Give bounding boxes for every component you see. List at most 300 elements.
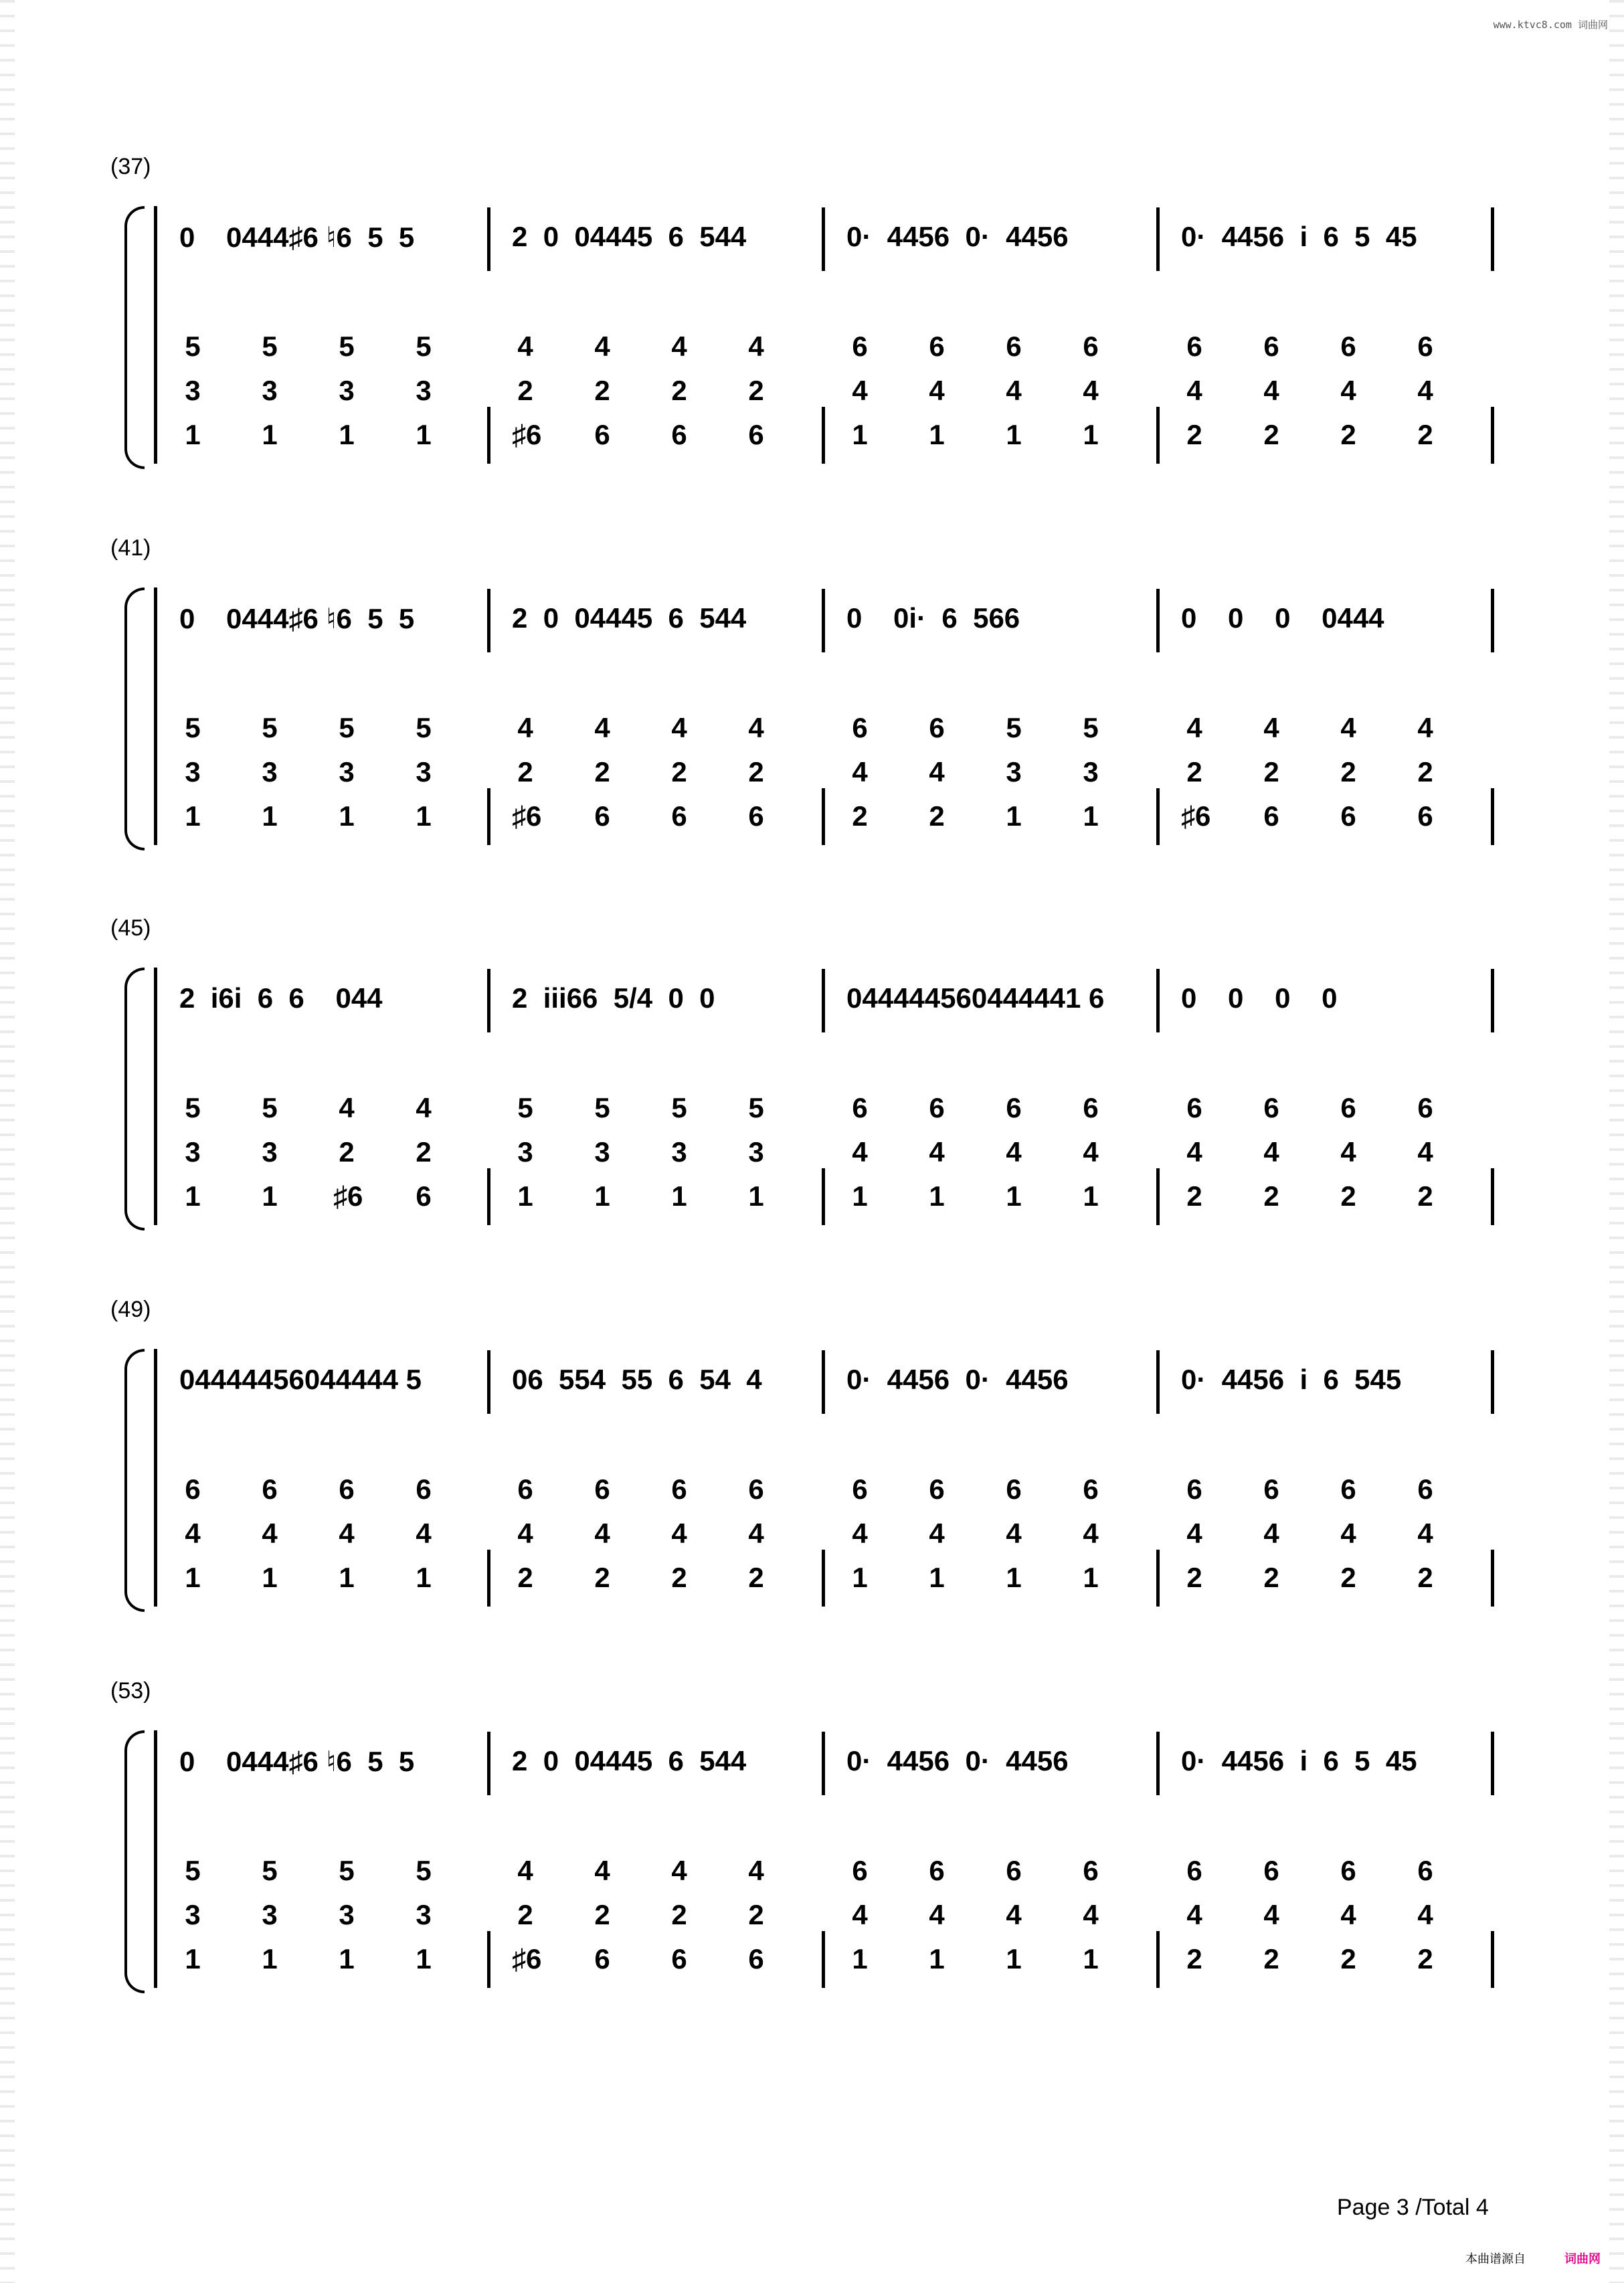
system-number: (53)	[110, 1678, 151, 1704]
chord-note: 6	[1083, 1473, 1099, 1505]
chord-note: 6	[416, 1473, 432, 1505]
chord-note: 4	[1186, 1136, 1202, 1168]
barline	[1491, 207, 1494, 271]
chord-note: 4	[517, 331, 533, 362]
chord-note: 2	[1186, 756, 1202, 788]
chord-note: 2	[594, 375, 610, 406]
chord-note: 6	[1083, 331, 1099, 362]
chord-note: 6	[1340, 1092, 1356, 1123]
chord-note: 1	[1006, 800, 1022, 832]
system-number: (49)	[110, 1297, 151, 1322]
chord-note: ♯6	[512, 419, 542, 450]
chord-note: 3	[416, 1899, 432, 1930]
chord-note: 4	[1263, 712, 1279, 743]
score-system	[0, 915, 1624, 1277]
chord-note: 4	[1417, 1518, 1433, 1549]
chord-note: 3	[262, 1136, 278, 1168]
chord-note: 2	[517, 1899, 533, 1930]
chord-note: 2	[594, 1562, 610, 1593]
chord-note: 6	[1006, 1092, 1022, 1123]
chord-note: 3	[1006, 756, 1022, 788]
system-number: (41)	[110, 535, 151, 561]
chord-note: 6	[1006, 331, 1022, 362]
chord-note: ♯6	[333, 1180, 363, 1212]
barline	[822, 1550, 825, 1607]
score-system	[0, 1297, 1624, 1658]
chord-note: 6	[671, 419, 687, 450]
barline	[1156, 1168, 1160, 1225]
barline	[487, 1550, 490, 1607]
chord-note: 2	[1340, 1943, 1356, 1975]
chord-note: 4	[1186, 1899, 1202, 1930]
barline	[1156, 207, 1160, 271]
barline	[154, 1730, 157, 1988]
chord-note: 6	[185, 1473, 201, 1505]
barline	[822, 589, 825, 652]
score-system	[0, 1678, 1624, 2039]
chord-note: 2	[1186, 1180, 1202, 1212]
chord-note: 1	[929, 1943, 945, 1975]
chord-note: 4	[1340, 1899, 1356, 1930]
barline	[1491, 1732, 1494, 1795]
chord-note: 6	[1083, 1855, 1099, 1886]
chord-note: 5	[339, 331, 355, 362]
chord-note: 2	[671, 375, 687, 406]
chord-note: 4	[416, 1092, 432, 1123]
barline	[154, 1349, 157, 1607]
chord-note: 4	[1263, 375, 1279, 406]
chord-note: 6	[1186, 331, 1202, 362]
chord-note: 4	[671, 712, 687, 743]
chord-note: 5	[262, 331, 278, 362]
chord-note: 1	[262, 1562, 278, 1593]
staff-brace	[124, 587, 145, 850]
barline	[487, 788, 490, 845]
barline	[1156, 788, 1160, 845]
chord-note: 6	[594, 1473, 610, 1505]
chord-note: 4	[929, 756, 945, 788]
chord-note: 2	[1340, 1562, 1356, 1593]
chord-note: 1	[594, 1180, 610, 1212]
chord-note: 3	[185, 1899, 201, 1930]
chord-note: 6	[748, 419, 764, 450]
chord-note: 4	[748, 1855, 764, 1886]
staff-brace	[124, 968, 145, 1230]
chord-note: 4	[262, 1518, 278, 1549]
chord-note: 4	[1263, 1899, 1279, 1930]
chord-note: 2	[1417, 756, 1433, 788]
chord-note: 5	[262, 712, 278, 743]
footer-source-text: 本曲谱源自	[1465, 2252, 1526, 2266]
chord-note: 5	[339, 1855, 355, 1886]
chord-note: 6	[929, 331, 945, 362]
chord-note: 4	[929, 375, 945, 406]
chord-note: 4	[671, 331, 687, 362]
chord-note: 4	[517, 1518, 533, 1549]
chord-note: ♯6	[512, 800, 542, 832]
chord-note: 4	[1186, 1518, 1202, 1549]
barline	[487, 1931, 490, 1988]
barline	[1491, 407, 1494, 464]
barline	[154, 587, 157, 845]
chord-note: 4	[748, 331, 764, 362]
chord-note: 6	[852, 1855, 868, 1886]
chord-note: 1	[416, 1562, 432, 1593]
chord-note: 1	[339, 1562, 355, 1593]
chord-note: 4	[1340, 375, 1356, 406]
barline	[1491, 1168, 1494, 1225]
chord-note: 2	[1417, 419, 1433, 450]
barline	[1491, 969, 1494, 1032]
melody-measure: 2 0 04445 6 544	[512, 602, 747, 634]
chord-note: 4	[1083, 1518, 1099, 1549]
system-number: (45)	[110, 915, 151, 941]
chord-note: 4	[594, 712, 610, 743]
chord-note: 4	[1006, 1899, 1022, 1930]
chord-note: 6	[1186, 1473, 1202, 1505]
chord-note: 4	[1417, 1899, 1433, 1930]
chord-note: 6	[671, 1943, 687, 1975]
chord-note: 2	[1417, 1943, 1433, 1975]
barline	[1156, 1732, 1160, 1795]
chord-note: 1	[262, 800, 278, 832]
barline	[822, 1732, 825, 1795]
chord-note: 3	[185, 756, 201, 788]
chord-note: 5	[748, 1092, 764, 1123]
chord-note: 6	[1417, 1855, 1433, 1886]
barline	[1156, 407, 1160, 464]
barline	[487, 407, 490, 464]
chord-note: 5	[262, 1092, 278, 1123]
chord-note: 2	[1263, 756, 1279, 788]
chord-note: 4	[1006, 375, 1022, 406]
chord-note: 3	[185, 375, 201, 406]
chord-note: 1	[416, 1943, 432, 1975]
barline	[1491, 1350, 1494, 1414]
melody-measure: 0 0 0 0	[1181, 982, 1338, 1014]
barline	[487, 1168, 490, 1225]
chord-note: 2	[517, 1562, 533, 1593]
chord-note: 1	[1083, 800, 1099, 832]
chord-note: 1	[852, 1562, 868, 1593]
chord-note: 6	[1263, 800, 1279, 832]
chord-note: 6	[671, 800, 687, 832]
chord-note: 3	[416, 375, 432, 406]
score-system	[0, 535, 1624, 897]
barline	[822, 969, 825, 1032]
chord-note: 4	[594, 331, 610, 362]
chord-note: 1	[517, 1180, 533, 1212]
chord-note: 1	[1083, 1943, 1099, 1975]
chord-note: 6	[929, 712, 945, 743]
chord-note: ♯6	[512, 1943, 542, 1975]
melody-measure: 0· 4456 0· 4456	[846, 1364, 1069, 1395]
barline	[487, 969, 490, 1032]
chord-note: 6	[1006, 1855, 1022, 1886]
barline	[1491, 788, 1494, 845]
chord-note: 6	[1263, 1092, 1279, 1123]
staff-brace	[124, 206, 145, 469]
chord-note: 4	[517, 1855, 533, 1886]
chord-note: 3	[262, 1899, 278, 1930]
chord-note: 5	[517, 1092, 533, 1123]
chord-note: 4	[1340, 712, 1356, 743]
chord-note: 4	[748, 712, 764, 743]
chord-note: 2	[1263, 419, 1279, 450]
chord-note: 1	[929, 419, 945, 450]
chord-note: 2	[1186, 1943, 1202, 1975]
chord-note: 6	[1186, 1092, 1202, 1123]
chord-note: 6	[671, 1473, 687, 1505]
chord-note: 1	[185, 419, 201, 450]
chord-note: 6	[339, 1473, 355, 1505]
footer-logo: 词曲网	[1564, 2252, 1601, 2266]
chord-note: 1	[185, 1180, 201, 1212]
chord-note: 4	[1006, 1136, 1022, 1168]
barline	[487, 589, 490, 652]
chord-note: 6	[852, 1092, 868, 1123]
chord-note: 4	[339, 1518, 355, 1549]
chord-note: 4	[1263, 1136, 1279, 1168]
chord-note: 6	[1340, 800, 1356, 832]
chord-note: 4	[1083, 375, 1099, 406]
barline	[487, 1350, 490, 1414]
melody-measure: 2 0 04445 6 544	[512, 221, 747, 252]
chord-note: 2	[748, 1899, 764, 1930]
barline	[1491, 1550, 1494, 1607]
chord-note: 5	[1083, 712, 1099, 743]
barline	[487, 1732, 490, 1795]
chord-note: 2	[339, 1136, 355, 1168]
chord-note: 2	[594, 1899, 610, 1930]
barline	[822, 1350, 825, 1414]
chord-note: 5	[416, 712, 432, 743]
chord-note: 5	[185, 712, 201, 743]
chord-note: 2	[1263, 1943, 1279, 1975]
melody-measure: 04444456044444 5	[179, 1364, 422, 1395]
chord-note: 6	[594, 1943, 610, 1975]
melody-measure: 0 0i· 6 566	[846, 602, 1020, 634]
chord-note: 6	[1417, 1092, 1433, 1123]
chord-note: 2	[1340, 756, 1356, 788]
chord-note: 1	[339, 1943, 355, 1975]
chord-note: 2	[416, 1136, 432, 1168]
chord-note: 4	[1083, 1899, 1099, 1930]
chord-note: 2	[748, 756, 764, 788]
melody-measure: 0· 4456 i 6 5 45	[1181, 1745, 1417, 1776]
chord-note: 6	[517, 1473, 533, 1505]
chord-note: 6	[929, 1092, 945, 1123]
chord-note: 6	[1417, 1473, 1433, 1505]
page-number: Page 3 /Total 4	[1337, 2195, 1489, 2220]
chord-note: 2	[1340, 1180, 1356, 1212]
chord-note: 3	[339, 756, 355, 788]
chord-note: 4	[852, 1136, 868, 1168]
barline	[822, 1168, 825, 1225]
chord-note: 6	[1006, 1473, 1022, 1505]
chord-note: 4	[594, 1855, 610, 1886]
chord-note: 1	[339, 419, 355, 450]
chord-note: 1	[1083, 1180, 1099, 1212]
chord-note: 3	[262, 375, 278, 406]
chord-note: 4	[929, 1518, 945, 1549]
chord-note: 1	[1006, 1180, 1022, 1212]
chord-note: 2	[1186, 419, 1202, 450]
chord-note: 6	[416, 1180, 432, 1212]
chord-note: 1	[852, 419, 868, 450]
chord-note: 3	[339, 375, 355, 406]
melody-measure: 0· 4456 0· 4456	[846, 1745, 1069, 1776]
chord-note: 3	[748, 1136, 764, 1168]
chord-note: 4	[416, 1518, 432, 1549]
chord-note: 2	[671, 1899, 687, 1930]
barline	[1156, 1350, 1160, 1414]
melody-measure: 0 0 0 0444	[1181, 602, 1384, 634]
chord-note: 3	[339, 1899, 355, 1930]
barline	[1156, 1550, 1160, 1607]
chord-note: 2	[594, 756, 610, 788]
melody-measure: 0 0444♯6 ♮6 5 5	[179, 1746, 415, 1777]
chord-note: 6	[852, 712, 868, 743]
chord-note: 1	[852, 1180, 868, 1212]
chord-note: 5	[594, 1092, 610, 1123]
chord-note: 3	[185, 1136, 201, 1168]
chord-note: 2	[748, 375, 764, 406]
chord-note: 6	[594, 419, 610, 450]
chord-note: 3	[594, 1136, 610, 1168]
chord-note: 6	[1417, 331, 1433, 362]
chord-note: 3	[1083, 756, 1099, 788]
chord-note: 2	[1186, 1562, 1202, 1593]
melody-measure: 044444560444441 6	[846, 982, 1105, 1014]
chord-note: 4	[748, 1518, 764, 1549]
melody-measure: 0· 4456 i 6 545	[1181, 1364, 1402, 1395]
chord-note: 6	[748, 800, 764, 832]
chord-note: 2	[1263, 1562, 1279, 1593]
melody-measure: 2 0 04445 6 544	[512, 1745, 747, 1776]
chord-note: 1	[262, 1180, 278, 1212]
chord-note: 4	[339, 1092, 355, 1123]
chord-note: 2	[1263, 1180, 1279, 1212]
chord-note: 3	[262, 756, 278, 788]
chord-note: 4	[1186, 712, 1202, 743]
chord-note: 1	[929, 1180, 945, 1212]
chord-note: 6	[852, 1473, 868, 1505]
chord-note: 1	[748, 1180, 764, 1212]
chord-note: 4	[1006, 1518, 1022, 1549]
chord-note: 4	[852, 1518, 868, 1549]
chord-note: 5	[416, 1855, 432, 1886]
chord-note: 6	[748, 1943, 764, 1975]
barline	[1156, 969, 1160, 1032]
chord-note: 5	[339, 712, 355, 743]
staff-brace	[124, 1730, 145, 1993]
staff-brace	[124, 1349, 145, 1612]
chord-note: 3	[416, 756, 432, 788]
chord-note: 6	[1186, 1855, 1202, 1886]
chord-note: 6	[1340, 1855, 1356, 1886]
chord-note: 1	[1083, 1562, 1099, 1593]
chord-note: 6	[1417, 800, 1433, 832]
melody-measure: 0· 4456 0· 4456	[846, 221, 1069, 252]
chord-note: 4	[1417, 1136, 1433, 1168]
melody-measure: 0 0444♯6 ♮6 5 5	[179, 221, 415, 253]
barline	[822, 788, 825, 845]
chord-note: 6	[1340, 331, 1356, 362]
chord-note: 1	[185, 1943, 201, 1975]
system-number: (37)	[110, 154, 151, 179]
chord-note: 1	[1083, 419, 1099, 450]
chord-note: 4	[1417, 375, 1433, 406]
chord-note: 2	[671, 1562, 687, 1593]
barline	[154, 206, 157, 464]
chord-note: 5	[185, 1092, 201, 1123]
chord-note: 2	[671, 756, 687, 788]
barline	[1156, 1931, 1160, 1988]
melody-measure: 06 554 55 6 54 4	[512, 1364, 762, 1395]
chord-note: 2	[1417, 1180, 1433, 1212]
chord-note: 1	[262, 419, 278, 450]
chord-note: 2	[1340, 419, 1356, 450]
chord-note: 4	[1340, 1518, 1356, 1549]
chord-note: 2	[517, 756, 533, 788]
chord-note: 4	[1340, 1136, 1356, 1168]
melody-measure: 2 iii66 5/4 0 0	[512, 982, 715, 1014]
chord-note: 5	[416, 331, 432, 362]
chord-note: 1	[1006, 1943, 1022, 1975]
chord-note: 4	[517, 712, 533, 743]
chord-note: 6	[852, 331, 868, 362]
chord-note: 5	[262, 1855, 278, 1886]
chord-note: 4	[1186, 375, 1202, 406]
barline	[822, 207, 825, 271]
chord-note: 3	[671, 1136, 687, 1168]
barline	[1491, 1931, 1494, 1988]
site-watermark: www.ktvc8.com 词曲网	[1493, 19, 1608, 31]
chord-note: 1	[671, 1180, 687, 1212]
chord-note: 1	[339, 800, 355, 832]
score-system	[0, 154, 1624, 515]
chord-note: 1	[1006, 1562, 1022, 1593]
chord-note: 2	[929, 800, 945, 832]
chord-note: ♯6	[1181, 800, 1211, 832]
chord-note: 4	[1083, 1136, 1099, 1168]
chord-note: 6	[262, 1473, 278, 1505]
chord-note: 4	[671, 1518, 687, 1549]
chord-note: 6	[1263, 1855, 1279, 1886]
chord-note: 3	[517, 1136, 533, 1168]
chord-note: 1	[929, 1562, 945, 1593]
chord-note: 4	[929, 1136, 945, 1168]
chord-note: 1	[416, 800, 432, 832]
chord-note: 1	[185, 800, 201, 832]
chord-note: 2	[748, 1562, 764, 1593]
barline	[1491, 589, 1494, 652]
barline	[154, 968, 157, 1225]
chord-note: 1	[1006, 419, 1022, 450]
chord-note: 6	[1263, 1473, 1279, 1505]
chord-note: 4	[671, 1855, 687, 1886]
chord-note: 5	[1006, 712, 1022, 743]
chord-note: 4	[185, 1518, 201, 1549]
chord-note: 6	[594, 800, 610, 832]
barline	[1156, 589, 1160, 652]
chord-note: 1	[185, 1562, 201, 1593]
chord-note: 6	[929, 1855, 945, 1886]
chord-note: 2	[517, 375, 533, 406]
chord-note: 6	[748, 1473, 764, 1505]
chord-note: 6	[1263, 331, 1279, 362]
